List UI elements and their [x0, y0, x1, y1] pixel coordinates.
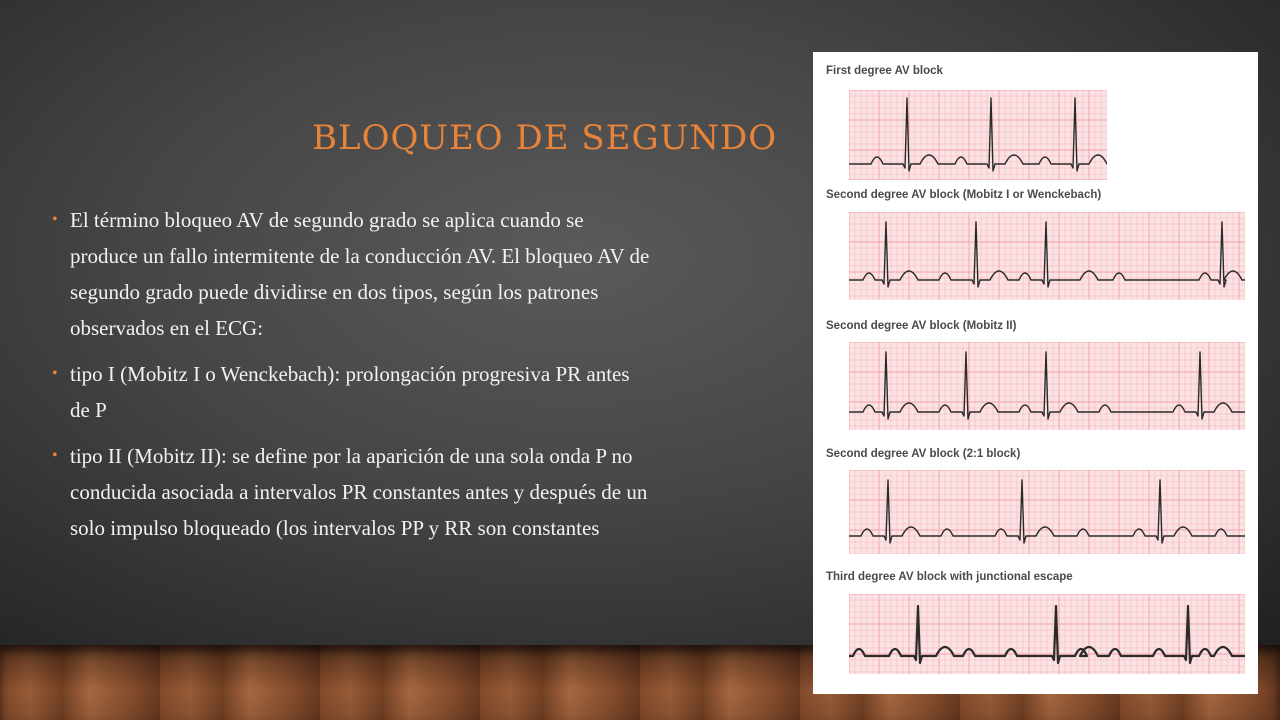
- ecg-strip-mobitz-1: [849, 212, 1245, 300]
- ecg-strip-mobitz-2: [849, 342, 1245, 430]
- ecg-figure: [813, 52, 1258, 694]
- strip-label: Third degree AV block with junctional escape: [826, 571, 1073, 583]
- ecg-strip-2to1: [849, 470, 1245, 554]
- slide-title: BLOQUEO DE SEGUNDO: [312, 118, 778, 158]
- strip-label: Second degree AV block (Mobitz I or Wenckebach): [826, 189, 1102, 201]
- bullet-item: • tipo I (Mobitz I o Wenckebach): prolongación progresiva PR antes de P: [50, 356, 650, 428]
- ecg-strip-first-degree: [849, 90, 1107, 180]
- bullet-list: [50, 202, 650, 556]
- strip-label: First degree AV block: [826, 65, 943, 77]
- bullet-item: • El término bloqueo AV de segundo grado se aplica cuando se produce un fallo intermitente de la conducción AV. El bloqueo AV de segundo grado puede dividirse en dos tipos, según los patrones observados en el ECG:: [50, 202, 650, 346]
- ecg-strip-third-degree: [849, 594, 1245, 674]
- strip-label: Second degree AV block (Mobitz II): [826, 320, 1017, 332]
- bullet-item: • tipo II (Mobitz II): se define por la aparición de una sola onda P no conducida asociada a intervalos PR constantes antes y después de un solo impulso bloqueado (los intervalos PP y RR son constantes: [50, 438, 650, 546]
- strip-label: Second degree AV block (2:1 block): [826, 448, 1021, 460]
